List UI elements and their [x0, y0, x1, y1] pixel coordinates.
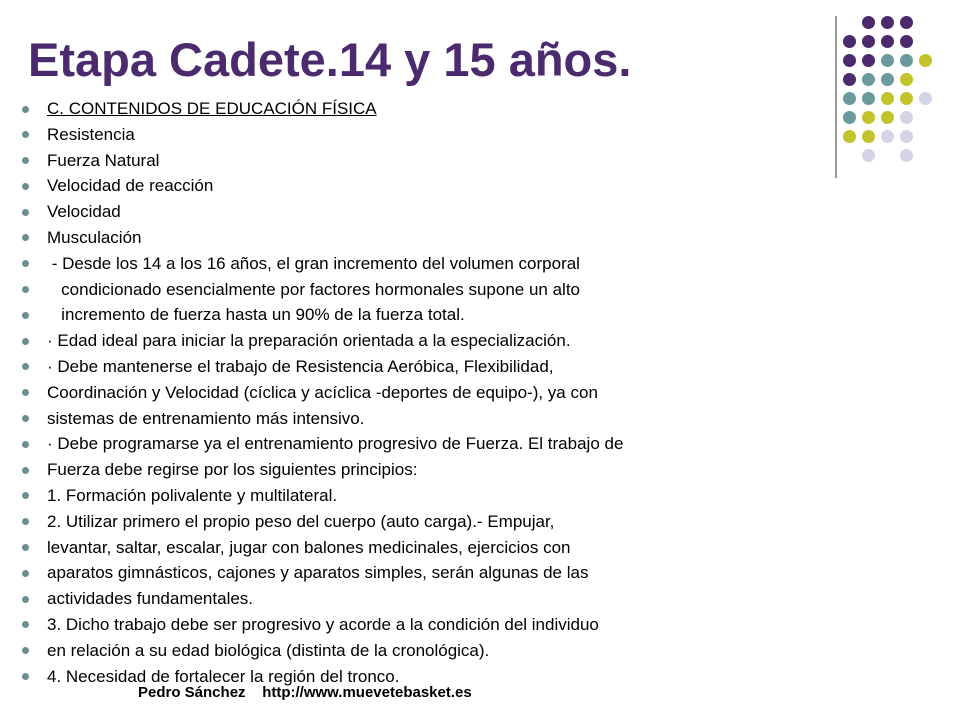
bullet-item	[22, 560, 623, 586]
footer-credit: Pedro Sánchez http://www.muevetebasket.es	[138, 684, 472, 701]
bullet-dot-icon	[22, 157, 29, 164]
decor-dot-icon	[862, 111, 875, 124]
bullet-item	[22, 302, 623, 328]
bullet-text: 1. Formación polivalente y multilateral.	[47, 485, 338, 505]
bullet-dot-icon	[22, 570, 29, 577]
bullet-item	[22, 612, 623, 638]
decor-dot-icon	[900, 130, 913, 143]
decor-dot-icon	[843, 92, 856, 105]
bullet-text: en relación a su edad biológica (distinta de la cronológica).	[47, 640, 490, 660]
bullet-text: actividades fundamentales.	[47, 589, 254, 609]
bullet-dot-icon	[22, 312, 29, 319]
bullet-dot-icon	[22, 415, 29, 422]
decor-dot-icon	[900, 92, 913, 105]
bullet-item	[22, 251, 623, 277]
bullet-text: Fuerza debe regirse por los siguientes principios:	[47, 460, 418, 480]
bullet-dot-icon	[22, 260, 29, 267]
bullet-text: C. CONTENIDOS DE EDUCACIÓN FÍSICA	[47, 99, 377, 118]
decor-dot-icon	[862, 92, 875, 105]
bullet-dot-icon	[22, 544, 29, 551]
bullet-text: · Edad ideal para iniciar la preparación orientada a la especialización.	[47, 331, 571, 351]
bullet-text: sistemas de entrenamiento más intensivo.	[47, 408, 365, 428]
decor-dot-icon	[843, 111, 856, 124]
bullet-text: · Debe mantenerse el trabajo de Resistencia Aeróbica, Flexibilidad,	[47, 356, 554, 376]
bullet-text: Velocidad de reacción	[47, 176, 214, 196]
decor-dot-icon	[862, 73, 875, 86]
decor-dot-icon	[881, 130, 894, 143]
decor-dot-icon	[881, 35, 894, 48]
bullet-item	[22, 122, 623, 148]
bullet-dot-icon	[22, 441, 29, 448]
bullet-text: levantar, saltar, escalar, jugar con balones medicinales, ejercicios con	[47, 537, 571, 557]
bullet-dot-icon	[22, 286, 29, 293]
decor-dot-icon	[919, 54, 932, 67]
bullet-dot-icon	[22, 518, 29, 525]
bullet-text: aparatos gimnásticos, cajones y aparatos simples, serán algunas de las	[47, 563, 589, 583]
bullet-item	[22, 148, 623, 174]
bullet-list	[22, 96, 623, 689]
decor-dot-icon	[862, 35, 875, 48]
decor-dot-icon	[900, 149, 913, 162]
decor-dot-icon	[881, 16, 894, 29]
decor-dot-icon	[900, 54, 913, 67]
bullet-dot-icon	[22, 389, 29, 396]
bullet-dot-icon	[22, 338, 29, 345]
bullet-item	[22, 483, 623, 509]
bullet-item	[22, 431, 623, 457]
decor-dot-icon	[862, 149, 875, 162]
decor-dot-icon	[862, 54, 875, 67]
bullet-item	[22, 199, 623, 225]
bullet-text: Musculación	[47, 227, 142, 247]
decor-dot-icon	[843, 130, 856, 143]
bullet-item	[22, 406, 623, 432]
decor-dot-icon	[843, 35, 856, 48]
bullet-item	[22, 380, 623, 406]
bullet-item	[22, 638, 623, 664]
bullet-dot-icon	[22, 467, 29, 474]
bullet-text: 3. Dicho trabajo debe ser progresivo y acorde a la condición del individuo	[47, 614, 599, 634]
bullet-text: - Desde los 14 a los 16 años, el gran incremento del volumen corporal	[47, 253, 580, 273]
bullet-item	[22, 277, 623, 303]
decor-dot-icon	[881, 111, 894, 124]
slide-title: Etapa Cadete.14 y 15 años.	[28, 33, 632, 86]
decor-dot-icon	[900, 73, 913, 86]
bullet-item	[22, 225, 623, 251]
bullet-item	[22, 586, 623, 612]
bullet-text: 4. Necesidad de fortalecer la región del tronco.	[47, 666, 400, 686]
bullet-text: 2. Utilizar primero el propio peso del cuerpo (auto carga).- Empujar,	[47, 511, 555, 531]
bullet-item	[22, 354, 623, 380]
decor-dot-icon	[843, 54, 856, 67]
bullet-dot-icon	[22, 673, 29, 680]
bullet-dot-icon	[22, 106, 29, 113]
bullet-dot-icon	[22, 234, 29, 241]
bullet-item	[22, 509, 623, 535]
bullet-dot-icon	[22, 621, 29, 628]
bullet-text: · Debe programarse ya el entrenamiento progresivo de Fuerza. El trabajo de	[47, 434, 624, 454]
bullet-dot-icon	[22, 183, 29, 190]
section-heading-item	[22, 96, 623, 122]
bullet-dot-icon	[22, 363, 29, 370]
bullet-item	[22, 457, 623, 483]
bullet-text: Fuerza Natural	[47, 150, 160, 170]
decor-dot-icon	[843, 73, 856, 86]
bullet-text: Coordinación y Velocidad (cíclica y acíclica -deportes de equipo-), ya con	[47, 382, 598, 402]
decor-dot-icon	[881, 73, 894, 86]
bullet-item	[22, 173, 623, 199]
decor-dot-icon	[900, 35, 913, 48]
bullet-item	[22, 535, 623, 561]
decor-dot-icon	[862, 16, 875, 29]
bullet-item	[22, 328, 623, 354]
decor-dot-icon	[881, 54, 894, 67]
decor-dot-icon	[881, 92, 894, 105]
bullet-text: Resistencia	[47, 124, 135, 144]
decor-dot-icon	[900, 111, 913, 124]
bullet-dot-icon	[22, 596, 29, 603]
decor-dot-icon	[862, 130, 875, 143]
bullet-dot-icon	[22, 492, 29, 499]
bullet-dot-icon	[22, 131, 29, 138]
decor-dot-icon	[900, 16, 913, 29]
bullet-text: condicionado esencialmente por factores hormonales supone un alto	[47, 279, 581, 299]
bullet-text: incremento de fuerza hasta un 90% de la fuerza total.	[47, 305, 465, 325]
bullet-dot-icon	[22, 647, 29, 654]
bullet-text: Velocidad	[47, 202, 121, 222]
bullet-dot-icon	[22, 209, 29, 216]
decor-dot-icon	[919, 92, 932, 105]
